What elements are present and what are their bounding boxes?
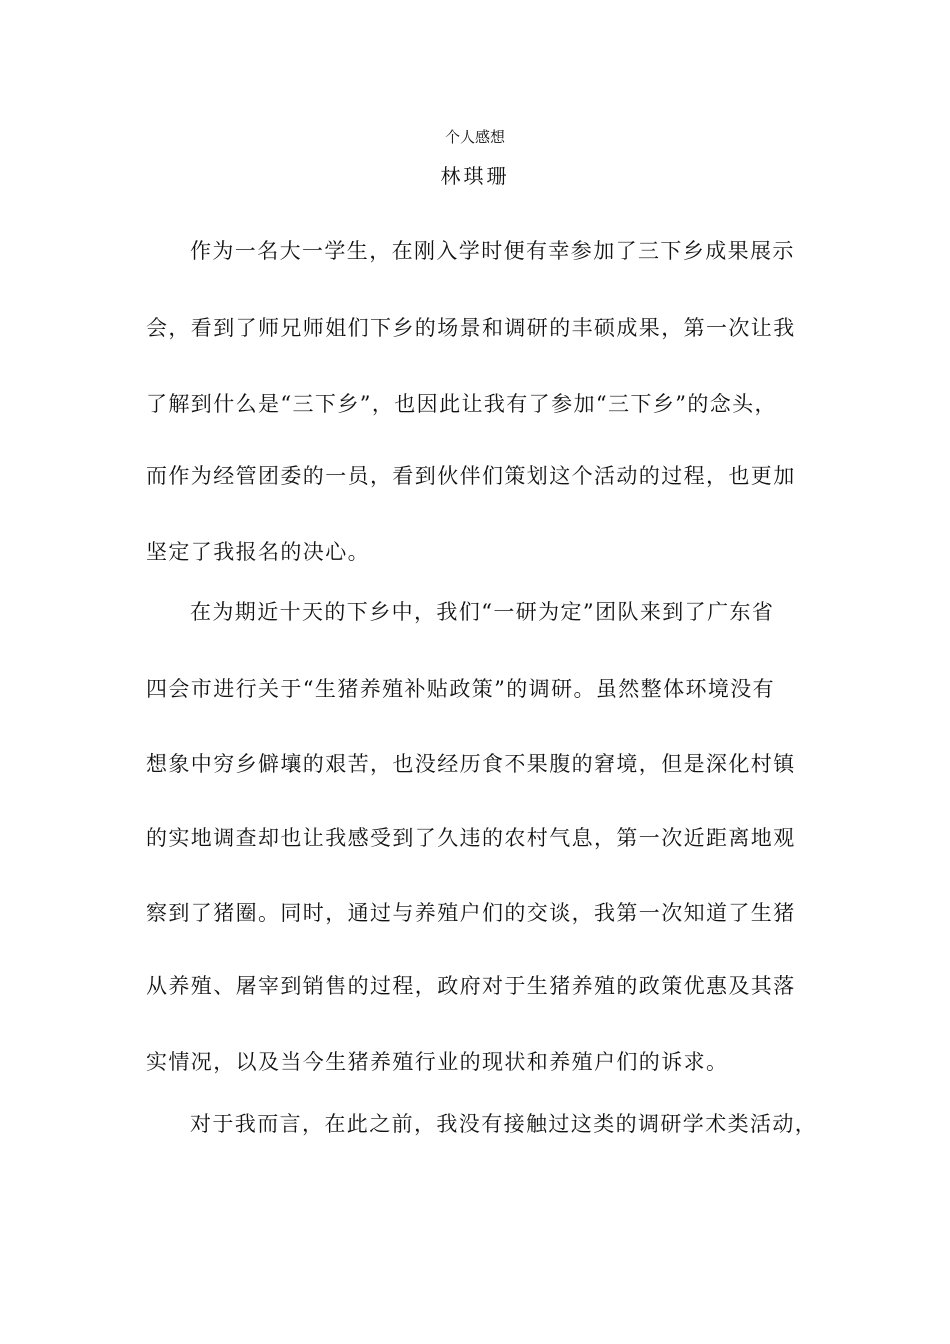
body-line: 作为一名大一学生，在刚入学时便有幸参加了三下乡成果展示: [190, 239, 795, 263]
body-line: 察到了猪圈。同时，通过与养殖户们的交谈，我第一次知道了生猪: [146, 901, 796, 925]
body-line: 会，看到了师兄师姐们下乡的场景和调研的丰硕成果，第一次让我: [146, 316, 796, 340]
body-line: 从养殖、屠宰到销售的过程，政府对于生猪养殖的政策优惠及其落: [146, 974, 796, 998]
body-line: 而作为经管团委的一员，看到伙伴们策划这个活动的过程，也更加: [146, 464, 796, 488]
body-line: 的实地调查却也让我感受到了久违的农村气息，第一次近距离地观: [146, 826, 796, 850]
document-title: 个人感想: [444, 128, 505, 146]
document-author: 林琪珊: [440, 164, 510, 188]
body-line: 坚定了我报名的决心。: [146, 540, 370, 564]
body-line: 实情况，以及当今生猪养殖行业的现状和养殖户们的诉求。: [146, 1050, 729, 1074]
body-line: 了解到什么是“三下乡”，也因此让我有了参加“三下乡”的念头，: [146, 392, 777, 416]
body-line: 想象中穷乡僻壤的艰苦，也没经历食不果腹的窘境，但是深化村镇: [146, 752, 796, 776]
body-line: 在为期近十天的下乡中，我们“一研为定”团队来到了广东省: [190, 600, 775, 624]
body-line: 四会市进行关于“生猪养殖补贴政策”的调研。虽然整体环境没有: [146, 677, 776, 701]
body-line: 对于我而言，在此之前，我没有接触过这类的调研学术类活动，: [190, 1112, 818, 1136]
